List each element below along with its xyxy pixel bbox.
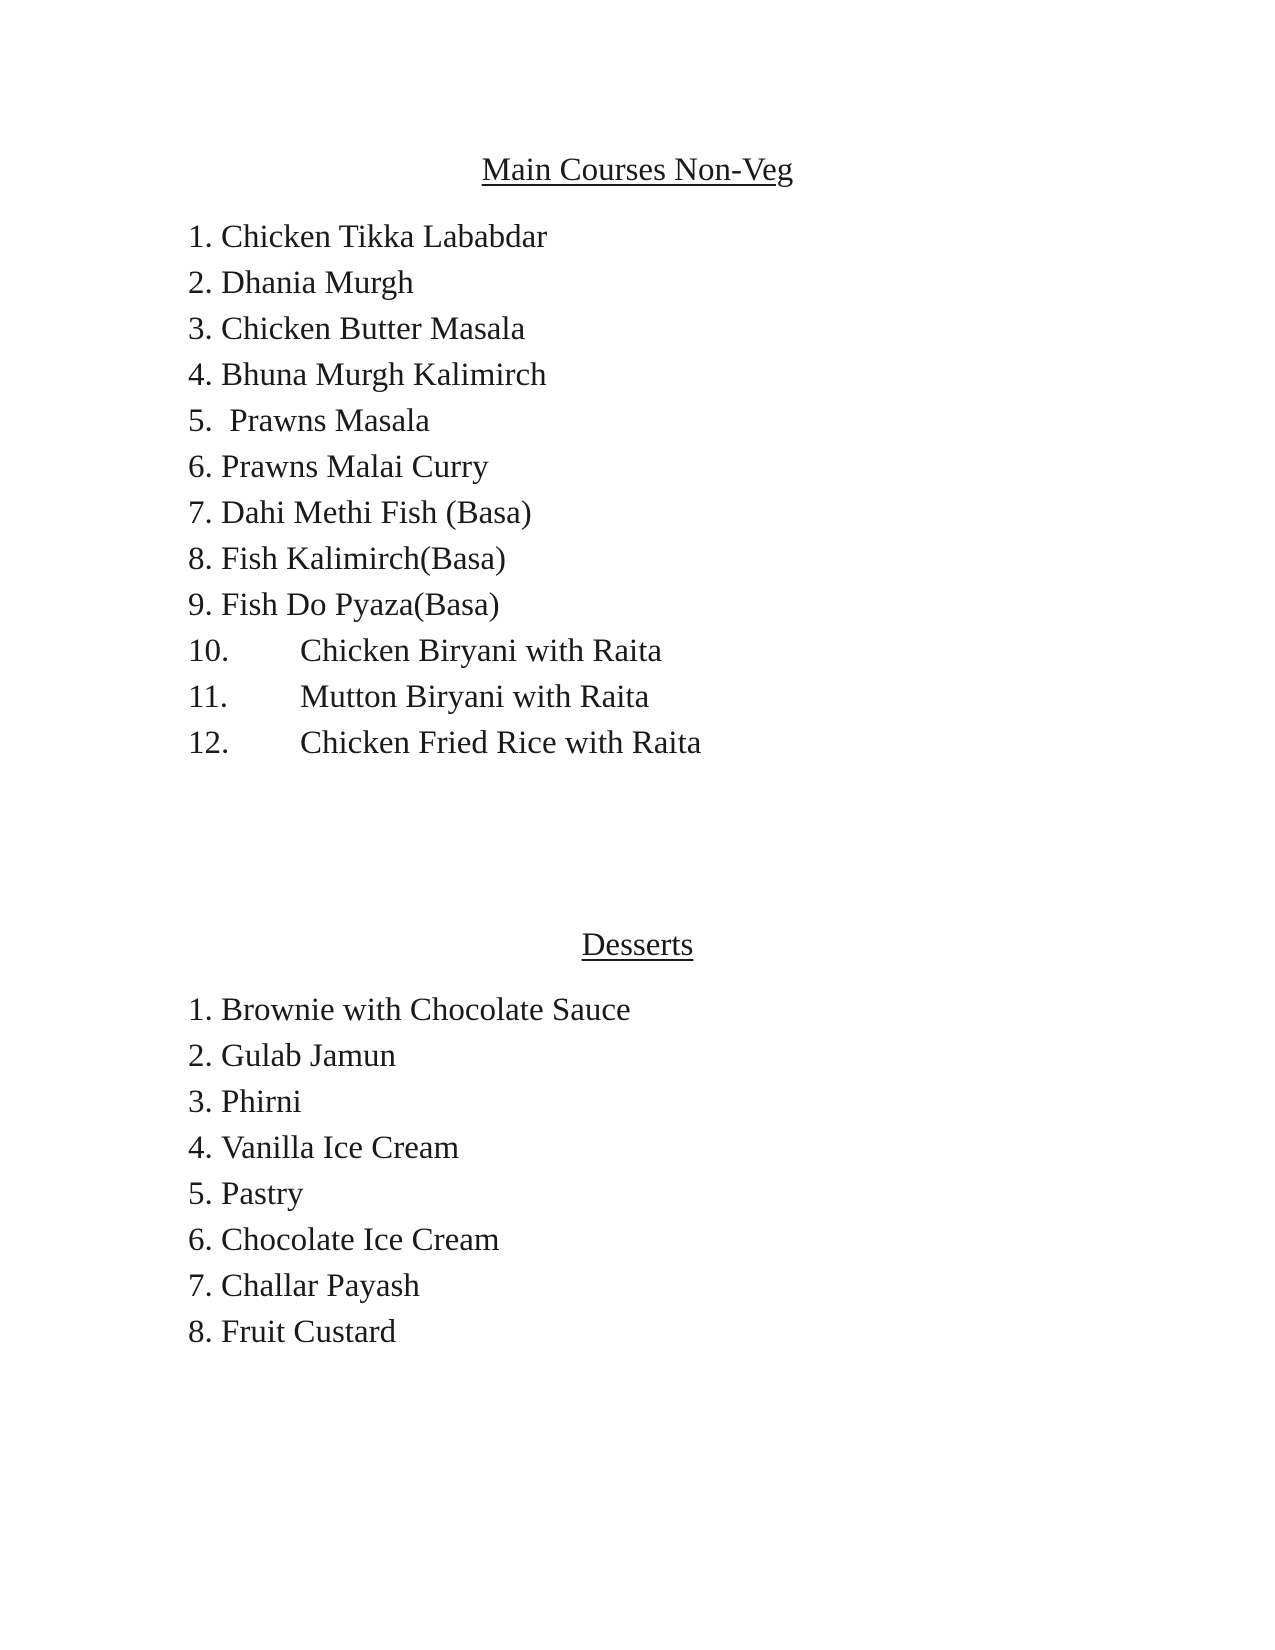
item-number: 8. [188, 541, 221, 577]
item-name: Brownie with Chocolate Sauce [221, 992, 631, 1028]
item-name: Chicken Tikka Lababdar [221, 219, 548, 255]
item-name: Fish Kalimirch(Basa) [221, 541, 507, 577]
desserts-list [188, 987, 631, 1355]
list-item [188, 260, 701, 306]
main-courses-heading [0, 150, 1275, 190]
desserts-heading-text: Desserts [581, 927, 694, 963]
item-number: 5. [188, 403, 230, 439]
item-number: 1. [188, 219, 221, 255]
item-number: 4. [188, 1130, 221, 1166]
item-name: Dhania Murgh [221, 265, 414, 301]
list-item [188, 444, 701, 490]
list-item [188, 582, 701, 628]
item-number: 9. [188, 587, 221, 623]
item-name: Prawns Malai Curry [221, 449, 489, 485]
item-name: Phirni [221, 1084, 302, 1120]
item-name: Gulab Jamun [221, 1038, 397, 1074]
item-name: Fruit Custard [221, 1314, 397, 1350]
item-number: 4. [188, 357, 221, 393]
list-item [188, 352, 701, 398]
item-number: 5. [188, 1176, 221, 1212]
list-item [188, 1079, 631, 1125]
item-number: 8. [188, 1314, 221, 1350]
item-number: 11. [188, 679, 229, 715]
item-number: 2. [188, 265, 221, 301]
item-name: Chicken Biryani with Raita [300, 633, 663, 669]
list-item [188, 1125, 631, 1171]
item-name: Dahi Methi Fish (Basa) [221, 495, 532, 531]
item-number: 3. [188, 311, 221, 347]
list-item [188, 490, 701, 536]
list-item [188, 398, 701, 444]
list-item [188, 674, 701, 720]
list-item [188, 987, 631, 1033]
item-number: 3. [188, 1084, 221, 1120]
list-item [188, 214, 701, 260]
item-name: Mutton Biryani with Raita [300, 679, 650, 715]
list-item [188, 1263, 631, 1309]
item-number: 1. [188, 992, 221, 1028]
item-number: 10. [188, 633, 230, 669]
list-item [188, 1217, 631, 1263]
main-courses-heading-text: Main Courses Non-Veg [481, 152, 794, 188]
item-number: 7. [188, 495, 221, 531]
item-number: 6. [188, 1222, 221, 1258]
item-number: 7. [188, 1268, 221, 1304]
item-name: Prawns Masala [229, 403, 430, 439]
main-courses-list [188, 214, 701, 766]
list-item [188, 306, 701, 352]
list-item [188, 720, 701, 766]
list-item [188, 536, 701, 582]
item-name: Chocolate Ice Cream [221, 1222, 500, 1258]
item-name: Challar Payash [221, 1268, 420, 1304]
item-number: 2. [188, 1038, 221, 1074]
item-name: Chicken Butter Masala [221, 311, 526, 347]
list-item [188, 628, 701, 674]
item-name: Bhuna Murgh Kalimirch [221, 357, 547, 393]
list-item [188, 1033, 631, 1079]
item-name: Fish Do Pyaza(Basa) [221, 587, 500, 623]
item-name: Pastry [221, 1176, 304, 1212]
list-item [188, 1171, 631, 1217]
item-number: 6. [188, 449, 221, 485]
item-name: Chicken Fried Rice with Raita [300, 725, 702, 761]
item-number: 12. [188, 725, 230, 761]
desserts-heading [0, 925, 1275, 965]
item-name: Vanilla Ice Cream [221, 1130, 460, 1166]
list-item [188, 1309, 631, 1355]
